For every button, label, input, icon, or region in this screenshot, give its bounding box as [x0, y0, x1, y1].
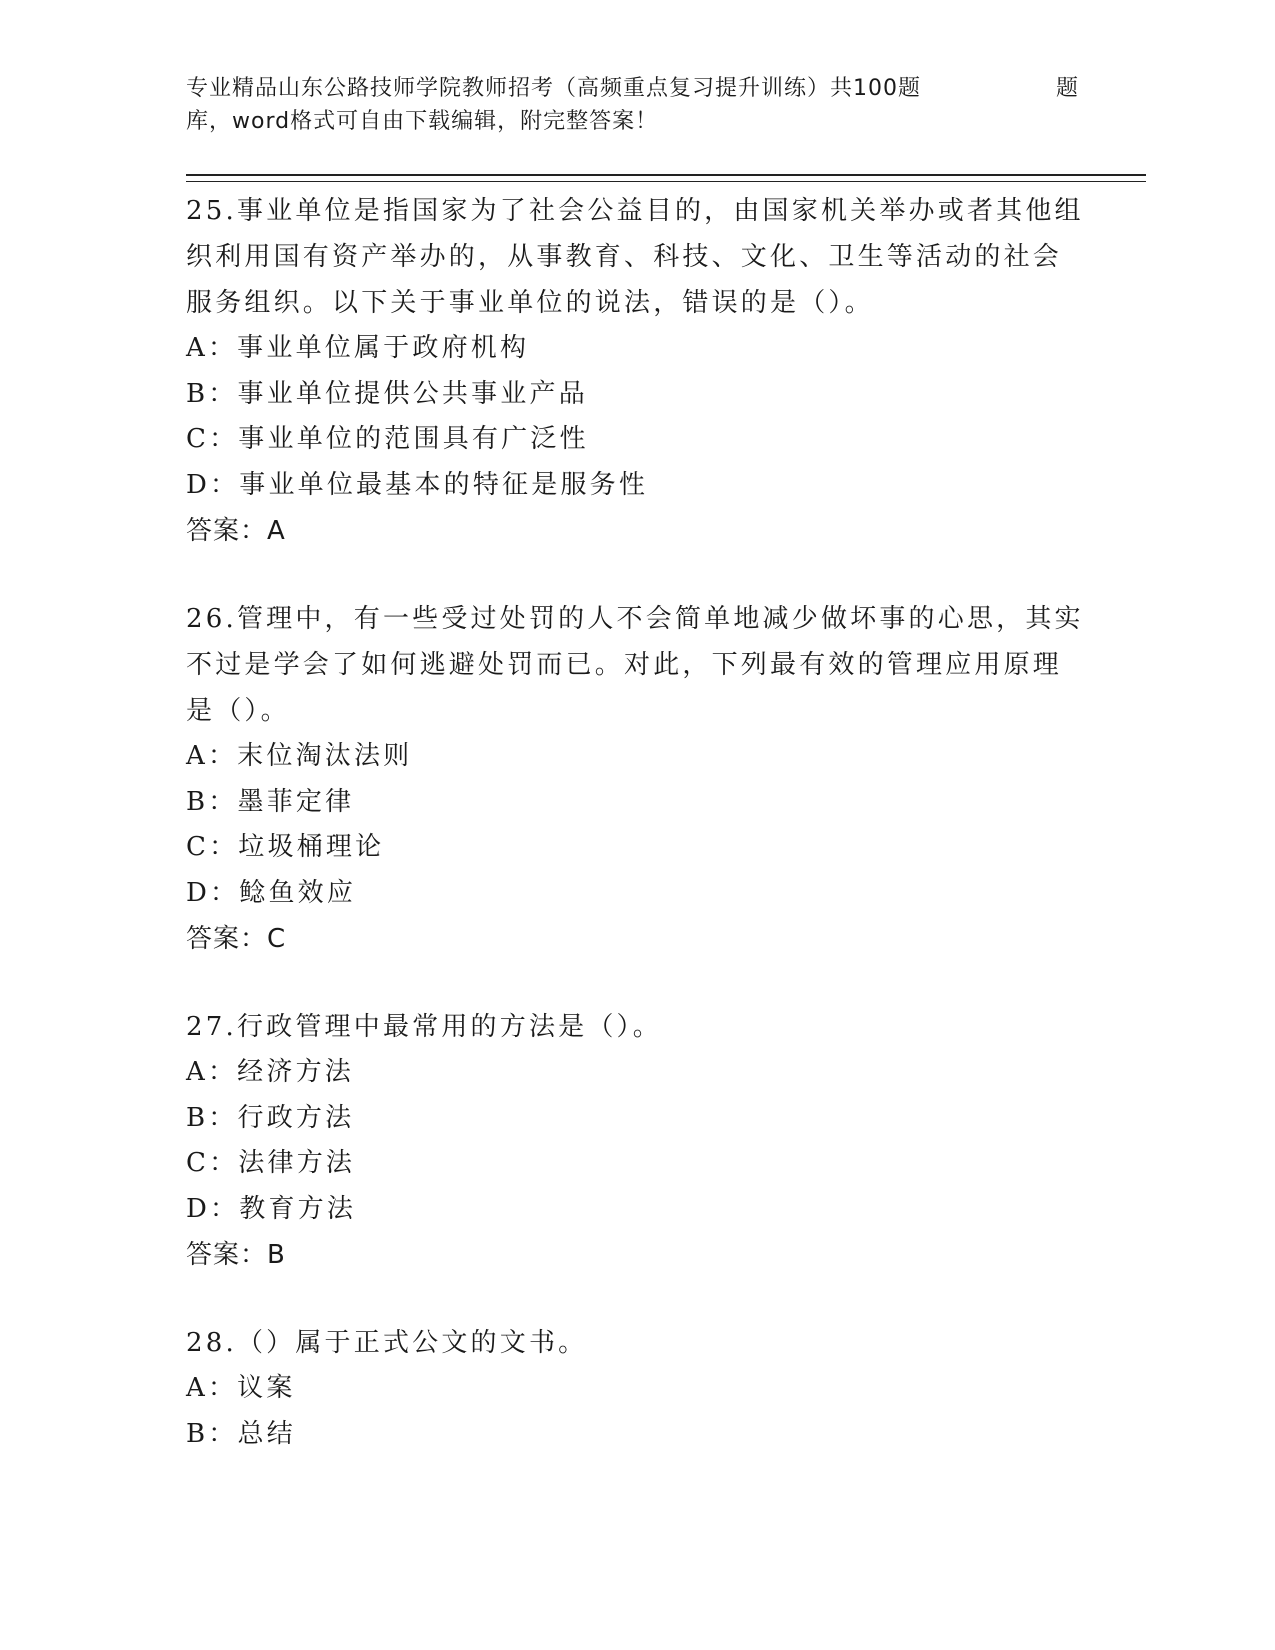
header-divider-thin: [186, 181, 1146, 182]
option-b: B：墨菲定律: [186, 786, 355, 817]
option-a: A：经济方法: [186, 1057, 354, 1087]
option-d: D：事业单位最基本的特征是服务性: [186, 469, 649, 500]
option-a: A：事业单位属于政府机构: [186, 333, 530, 363]
question-26: [186, 596, 1086, 962]
header-title: 专业精品山东公路技师学院教师招考（高频重点复习提升训练）共100题: [186, 76, 921, 101]
option-b: B：行政方法: [186, 1102, 355, 1133]
question-spacer: [186, 554, 1086, 596]
header-line-1: [186, 72, 1086, 105]
header-divider-thick: [186, 174, 1146, 176]
option-c: C：法律方法: [186, 1148, 356, 1178]
question-27: [186, 1004, 1086, 1278]
option-b: B：事业单位提供公共事业产品: [186, 378, 588, 409]
answer-line: 答案：A: [186, 516, 286, 546]
option-c: C：事业单位的范围具有广泛性: [186, 424, 589, 454]
document-header: [186, 72, 1086, 138]
question-spacer: [186, 1278, 1086, 1320]
question-stem: 28.（）属于正式公文的文书。: [186, 1328, 588, 1358]
option-a: A：末位淘汰法则: [186, 741, 413, 771]
answer-line: 答案：C: [186, 924, 287, 954]
header-line-2: 库，word格式可自由下载编辑，附完整答案！: [186, 109, 659, 134]
question-stem: 26.管理中，有一些受过处罚的人不会简单地减少做坏事的心思，其实不过是学会了如何逃避处罚而已。对此，下列最有效的管理应用原理是（）。: [186, 604, 1084, 726]
option-d: D：鲶鱼效应: [186, 877, 357, 908]
option-b: B：总结: [186, 1418, 296, 1449]
question-spacer: [186, 962, 1086, 1004]
option-d: D：教育方法: [186, 1193, 357, 1224]
header-title-tail: 题: [1056, 76, 1080, 101]
question-list: [186, 188, 1086, 1457]
option-a: A：议案: [186, 1373, 296, 1403]
question-28: [186, 1320, 1086, 1457]
option-c: C：垃圾桶理论: [186, 832, 385, 862]
question-stem: 25.事业单位是指国家为了社会公益目的，由国家机关举办或者其他组织利用国有资产举办的，从事教育、科技、文化、卫生等活动的社会服务组织。以下关于事业单位的说法，错误的是（）。: [186, 196, 1084, 318]
question-25: [186, 188, 1086, 554]
question-stem: 27.行政管理中最常用的方法是（）。: [186, 1012, 662, 1042]
answer-line: 答案：B: [186, 1240, 286, 1270]
